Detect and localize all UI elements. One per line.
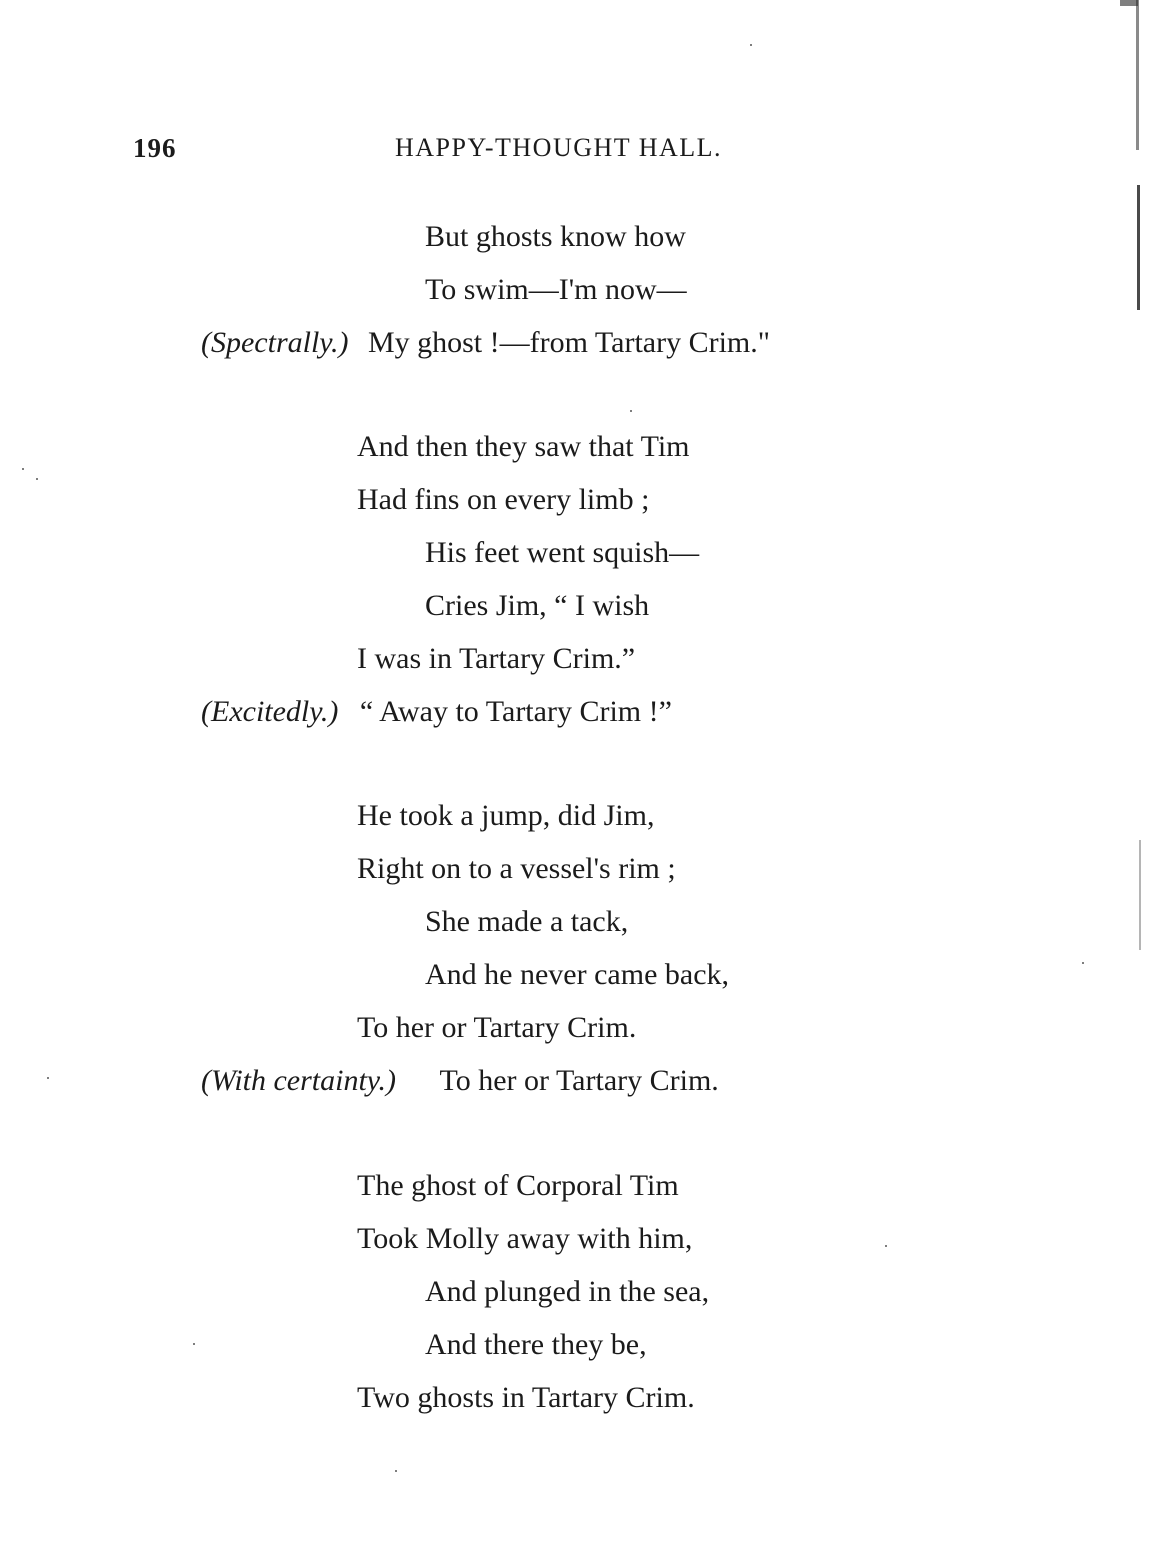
page-number: 196 — [133, 133, 177, 163]
scan-edge-mark — [1139, 840, 1141, 950]
verse-line: He took a jump, did Jim, — [357, 799, 655, 832]
scan-edge-mark — [1137, 185, 1140, 310]
scan-speck — [1082, 962, 1084, 964]
scan-edge-mark — [1120, 0, 1138, 6]
verse-line: The ghost of Corporal Tim — [357, 1169, 679, 1202]
verse-line: To her or Tartary Crim. — [357, 1011, 637, 1044]
scan-speck — [630, 410, 632, 412]
scan-speck — [193, 1343, 195, 1345]
stage-direction: (Excitedly.) — [201, 695, 339, 728]
verse-line: And there they be, — [425, 1328, 647, 1361]
stage-direction: (Spectrally.) — [201, 326, 349, 359]
verse-text: My ghost !—from Tartary Crim." — [367, 326, 770, 359]
verse-line: To swim—I'm now— — [425, 273, 687, 306]
scan-speck — [750, 44, 752, 46]
scan-speck — [36, 478, 38, 480]
verse-line: I was in Tartary Crim.” — [357, 642, 636, 675]
page-header — [0, 133, 1151, 173]
scan-speck — [885, 1245, 887, 1247]
stage-direction: (With certainty.) — [201, 1064, 396, 1097]
scan-speck — [47, 1077, 49, 1079]
verse-line-with-direction — [201, 697, 672, 727]
verse-line: But ghosts know how — [425, 220, 686, 253]
verse-line: Cries Jim, “ I wish — [425, 589, 650, 622]
verse-line: His feet went squish— — [425, 536, 700, 569]
verse-text: “ Away to Tartary Crim !” — [359, 695, 672, 728]
verse-line: Right on to a vessel's rim ; — [357, 852, 676, 885]
verse-line: And then they saw that Tim — [357, 430, 690, 463]
verse-line-with-direction — [201, 1066, 719, 1096]
verse-line: And plunged in the sea, — [425, 1275, 710, 1308]
scan-edge-mark — [1136, 0, 1139, 150]
verse-line: She made a tack, — [425, 905, 629, 938]
verse-line: And he never came back, — [425, 958, 730, 991]
verse-line-with-direction — [201, 328, 770, 358]
scan-speck — [395, 1470, 397, 1472]
verse-line: Took Molly away with him, — [357, 1222, 693, 1255]
verse-text: To her or Tartary Crim. — [439, 1064, 719, 1097]
verse-line: Had fins on every limb ; — [357, 483, 650, 516]
running-head: HAPPY-THOUGHT HALL. — [395, 133, 723, 162]
scan-speck — [22, 468, 24, 470]
verse-line: Two ghosts in Tartary Crim. — [357, 1381, 695, 1414]
